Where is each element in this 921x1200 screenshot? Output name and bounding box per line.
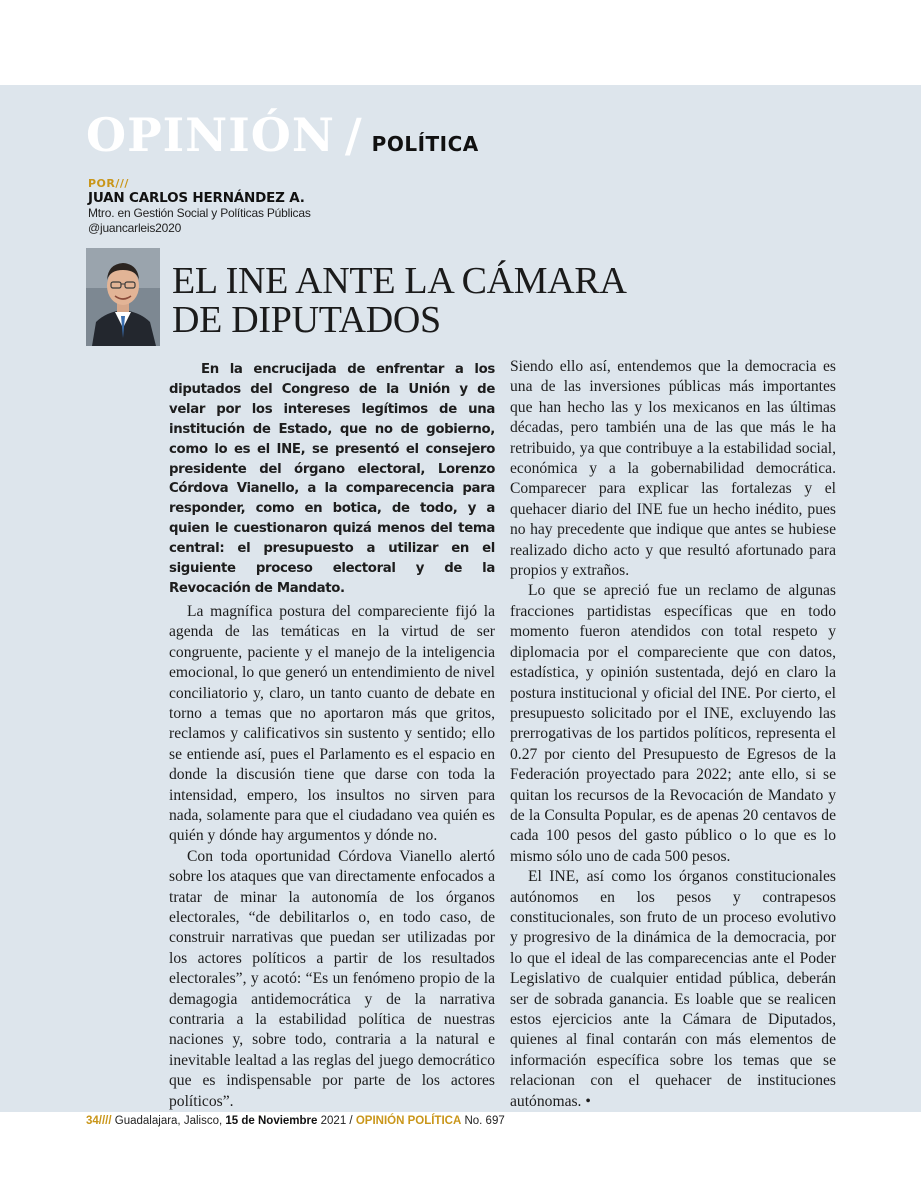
byline: [88, 178, 311, 236]
article-paragraph-3-continued: Siendo ello así, entendemos que la democracia es una de las inversiones públicas más importantes que han hecho las y los mexicanos en las últimas décadas, pero también una de las que más le ha retribuido, ya que contribuye a la estabilidad social, económica y a la gobernabilidad democrática. Comparecer para explicar las fortalezas y el quehacer diario del INE fue un hecho inédito, pues no hay precedente que indique que antes se hubiese realizado dicho acto y que resultó afortunado para propios y extraños.: [510, 358, 836, 580]
author-name: JUAN CARLOS HERNÁNDEZ A.: [88, 190, 305, 206]
footer-year: 2021 /: [320, 1115, 353, 1127]
page-number: 34////: [86, 1115, 112, 1127]
section-title: OPINIÓN: [86, 108, 335, 162]
footer-date: 15 de Noviembre: [225, 1115, 318, 1127]
author-role: Mtro. en Gestión Social y Políticas Públicas: [88, 206, 311, 220]
article-lead: En la encrucijada de enfrentar a los diputados del Congreso de la Unión y de velar por los intereses legítimos de una institución de Estado, que no de gobierno, como lo es el INE, se presentó el consejero presidente del órgano electoral, Lorenzo Córdova Vianello, a la comparecencia para responder, como en botica, de todo, y a quien le cuestionaron quizá menos del tema central: el presupuesto a utilizar en el siguiente proceso electoral y de la Revocación de Mandato.: [169, 362, 495, 596]
article-column-right: [510, 357, 836, 1112]
headline-line-1: EL INE ANTE LA CÁMARA: [172, 260, 627, 302]
page-footer: [86, 1115, 505, 1127]
author-portrait-icon: [86, 248, 160, 346]
author-handle: @juancarleis2020: [88, 221, 182, 235]
article-headline: [172, 262, 732, 340]
footer-place: Guadalajara, Jalisco,: [114, 1115, 223, 1127]
author-photo: [86, 248, 160, 346]
article-paragraph-5: El INE, así como los órganos constitucionales autónomos en los pesos y contrapesos constitucionales, son fruto de un proceso evolutivo y progresivo de la dinámica de la democracia, por lo que el ideal de las comparecencias ante el Poder Legislativo de cualquier entidad pública, deberán ser de sobrada ganancia. Es loable que se realicen estos ejercicios ante la Cámara de Diputados, quienes al final contarán con más elementos de información específica sobre los temas que se relacionan con el quehacer de instituciones autónomas. •: [510, 868, 836, 1110]
article-paragraph-2: Con toda oportunidad Córdova Vianello alertó sobre los ataques que van directamente enfocados a tratar de minar la autonomía de los órganos electorales, “de debilitarlos o, en todo caso, de construir narrativas que puedan ser utilizadas por los actores políticos a partir de los resultados electorales”, y acotó: “Es un fenómeno propio de la demagogia antidemocrática y de la narrativa contraria a la estabilidad política de nuestras naciones y, sobre todo, contraria a la natural e inevitable lealtad a las reglas del juego democrático que es indispensable por parte de los actores políticos”.: [169, 847, 495, 1110]
footer-issue: No. 697: [464, 1115, 505, 1127]
footer-magazine: OPINIÓN POLÍTICA: [355, 1115, 462, 1127]
byline-prefix: POR///: [88, 177, 129, 190]
article-paragraph-1: La magnífica postura del compareciente fijó la agenda de las temáticas en la virtud de ser congruente, paciente y el manejo de la inteligencia emocional, lo que generó un entendimiento de nivel conciliatorio y, claro, un tanto cuanto de debate en torno a temas que no aportaron más que gritos, reclamos y calificativos sin sustento y sentido; ello se entiende así, pues el Parlamento es el espacio en donde la discusión tiene que darse con toda la intensidad, empero, los insultos no sirven para nada, solamente para que el ciudadano vea quién es quién y dónde hay argumentos y dónde no.: [169, 602, 495, 845]
article-column-left: [169, 360, 495, 1112]
section-subtitle: POLÍTICA: [371, 132, 479, 156]
section-separator: /: [344, 108, 362, 162]
section-header: [86, 108, 479, 168]
article-paragraph-4: Lo que se apreció fue un reclamo de algunas fracciones partidistas específicas que en todo momento fueron atendidos con total respeto y diplomacia por el compareciente que con datos, estadística, y opinión sustentada, dejó en claro la postura institucional y oficial del INE. Por cierto, el presupuesto solicitado por el INE, excluyendo las prerrogativas de los partidos políticos, representa el 0.27 por ciento del Presupuesto de Egresos de la Federación proyectado para 2022; ante ello, si se quitan los recursos de la Revocación de Mandato y de la Consulta Popular, es de apenas 20 centavos de cada 100 pesos del gasto público o lo que es lo mismo sólo uno de cada 500 pesos.: [510, 582, 836, 865]
headline-line-2: DE DIPUTADOS: [172, 299, 441, 341]
